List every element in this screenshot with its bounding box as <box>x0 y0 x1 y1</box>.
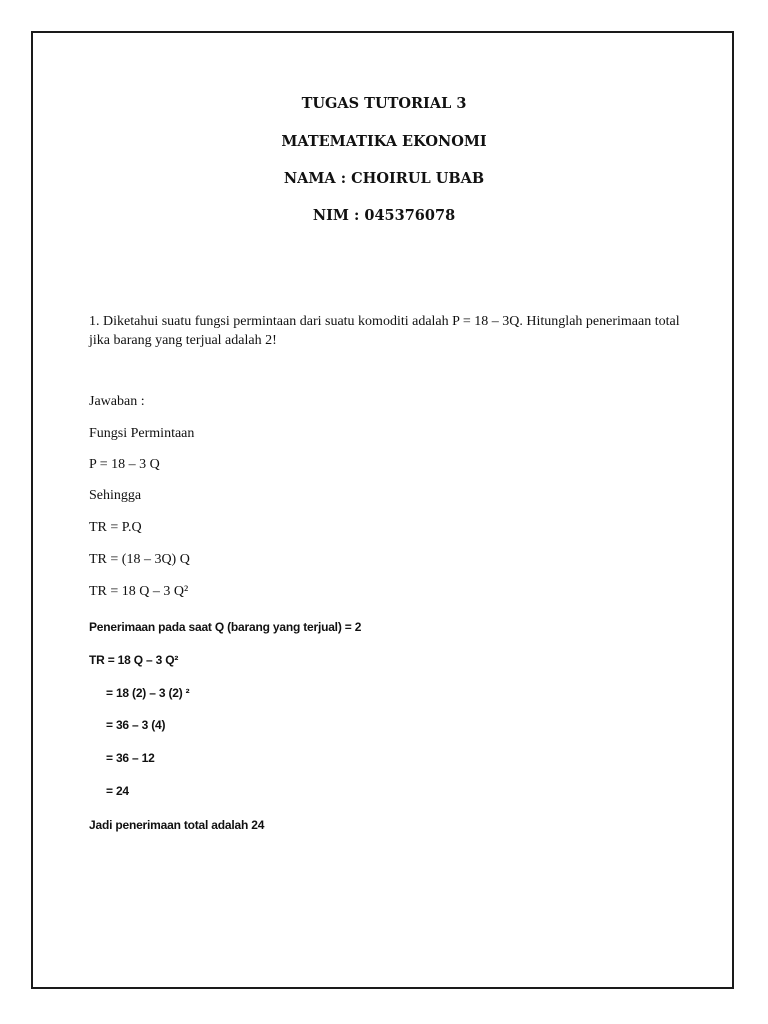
doc-title: TUGAS TUTORIAL 3 <box>301 95 467 112</box>
calculation-step: = 18 (2) – 3 (2) ² <box>106 686 190 700</box>
answer-line: Sehingga <box>89 488 142 503</box>
answer-line: TR = (18 – 3Q) Q <box>89 552 190 567</box>
answer-label: Jawaban : <box>89 394 145 409</box>
calculation-step: = 36 – 12 <box>106 751 155 765</box>
answer-line: Fungsi Permintaan <box>89 426 195 441</box>
doc-subject: MATEMATIKA EKONOMI <box>281 133 487 150</box>
student-name: NAMA : CHOIRUL UBAB <box>283 170 485 187</box>
question-text: 1. Diketahui suatu fungsi permintaan dari suatu komoditi adalah P = 18 – 3Q. Hitunglah penerimaan total jika barang yang terjual adalah 2! <box>89 314 680 348</box>
calculation-step: TR = 18 Q – 3 Q² <box>89 653 179 667</box>
answer-line: P = 18 – 3 Q <box>89 457 160 472</box>
calculation-step: = 24 <box>106 784 129 798</box>
calculation-heading: Penerimaan pada saat Q (barang yang terjual) = 2 <box>89 620 362 634</box>
answer-line: TR = 18 Q – 3 Q² <box>89 584 189 599</box>
answer-line: TR = P.Q <box>89 520 142 535</box>
student-nim: NIM : 045376078 <box>312 207 456 224</box>
calculation-step: = 36 – 3 (4) <box>106 718 166 732</box>
conclusion-text: Jadi penerimaan total adalah 24 <box>89 818 265 832</box>
